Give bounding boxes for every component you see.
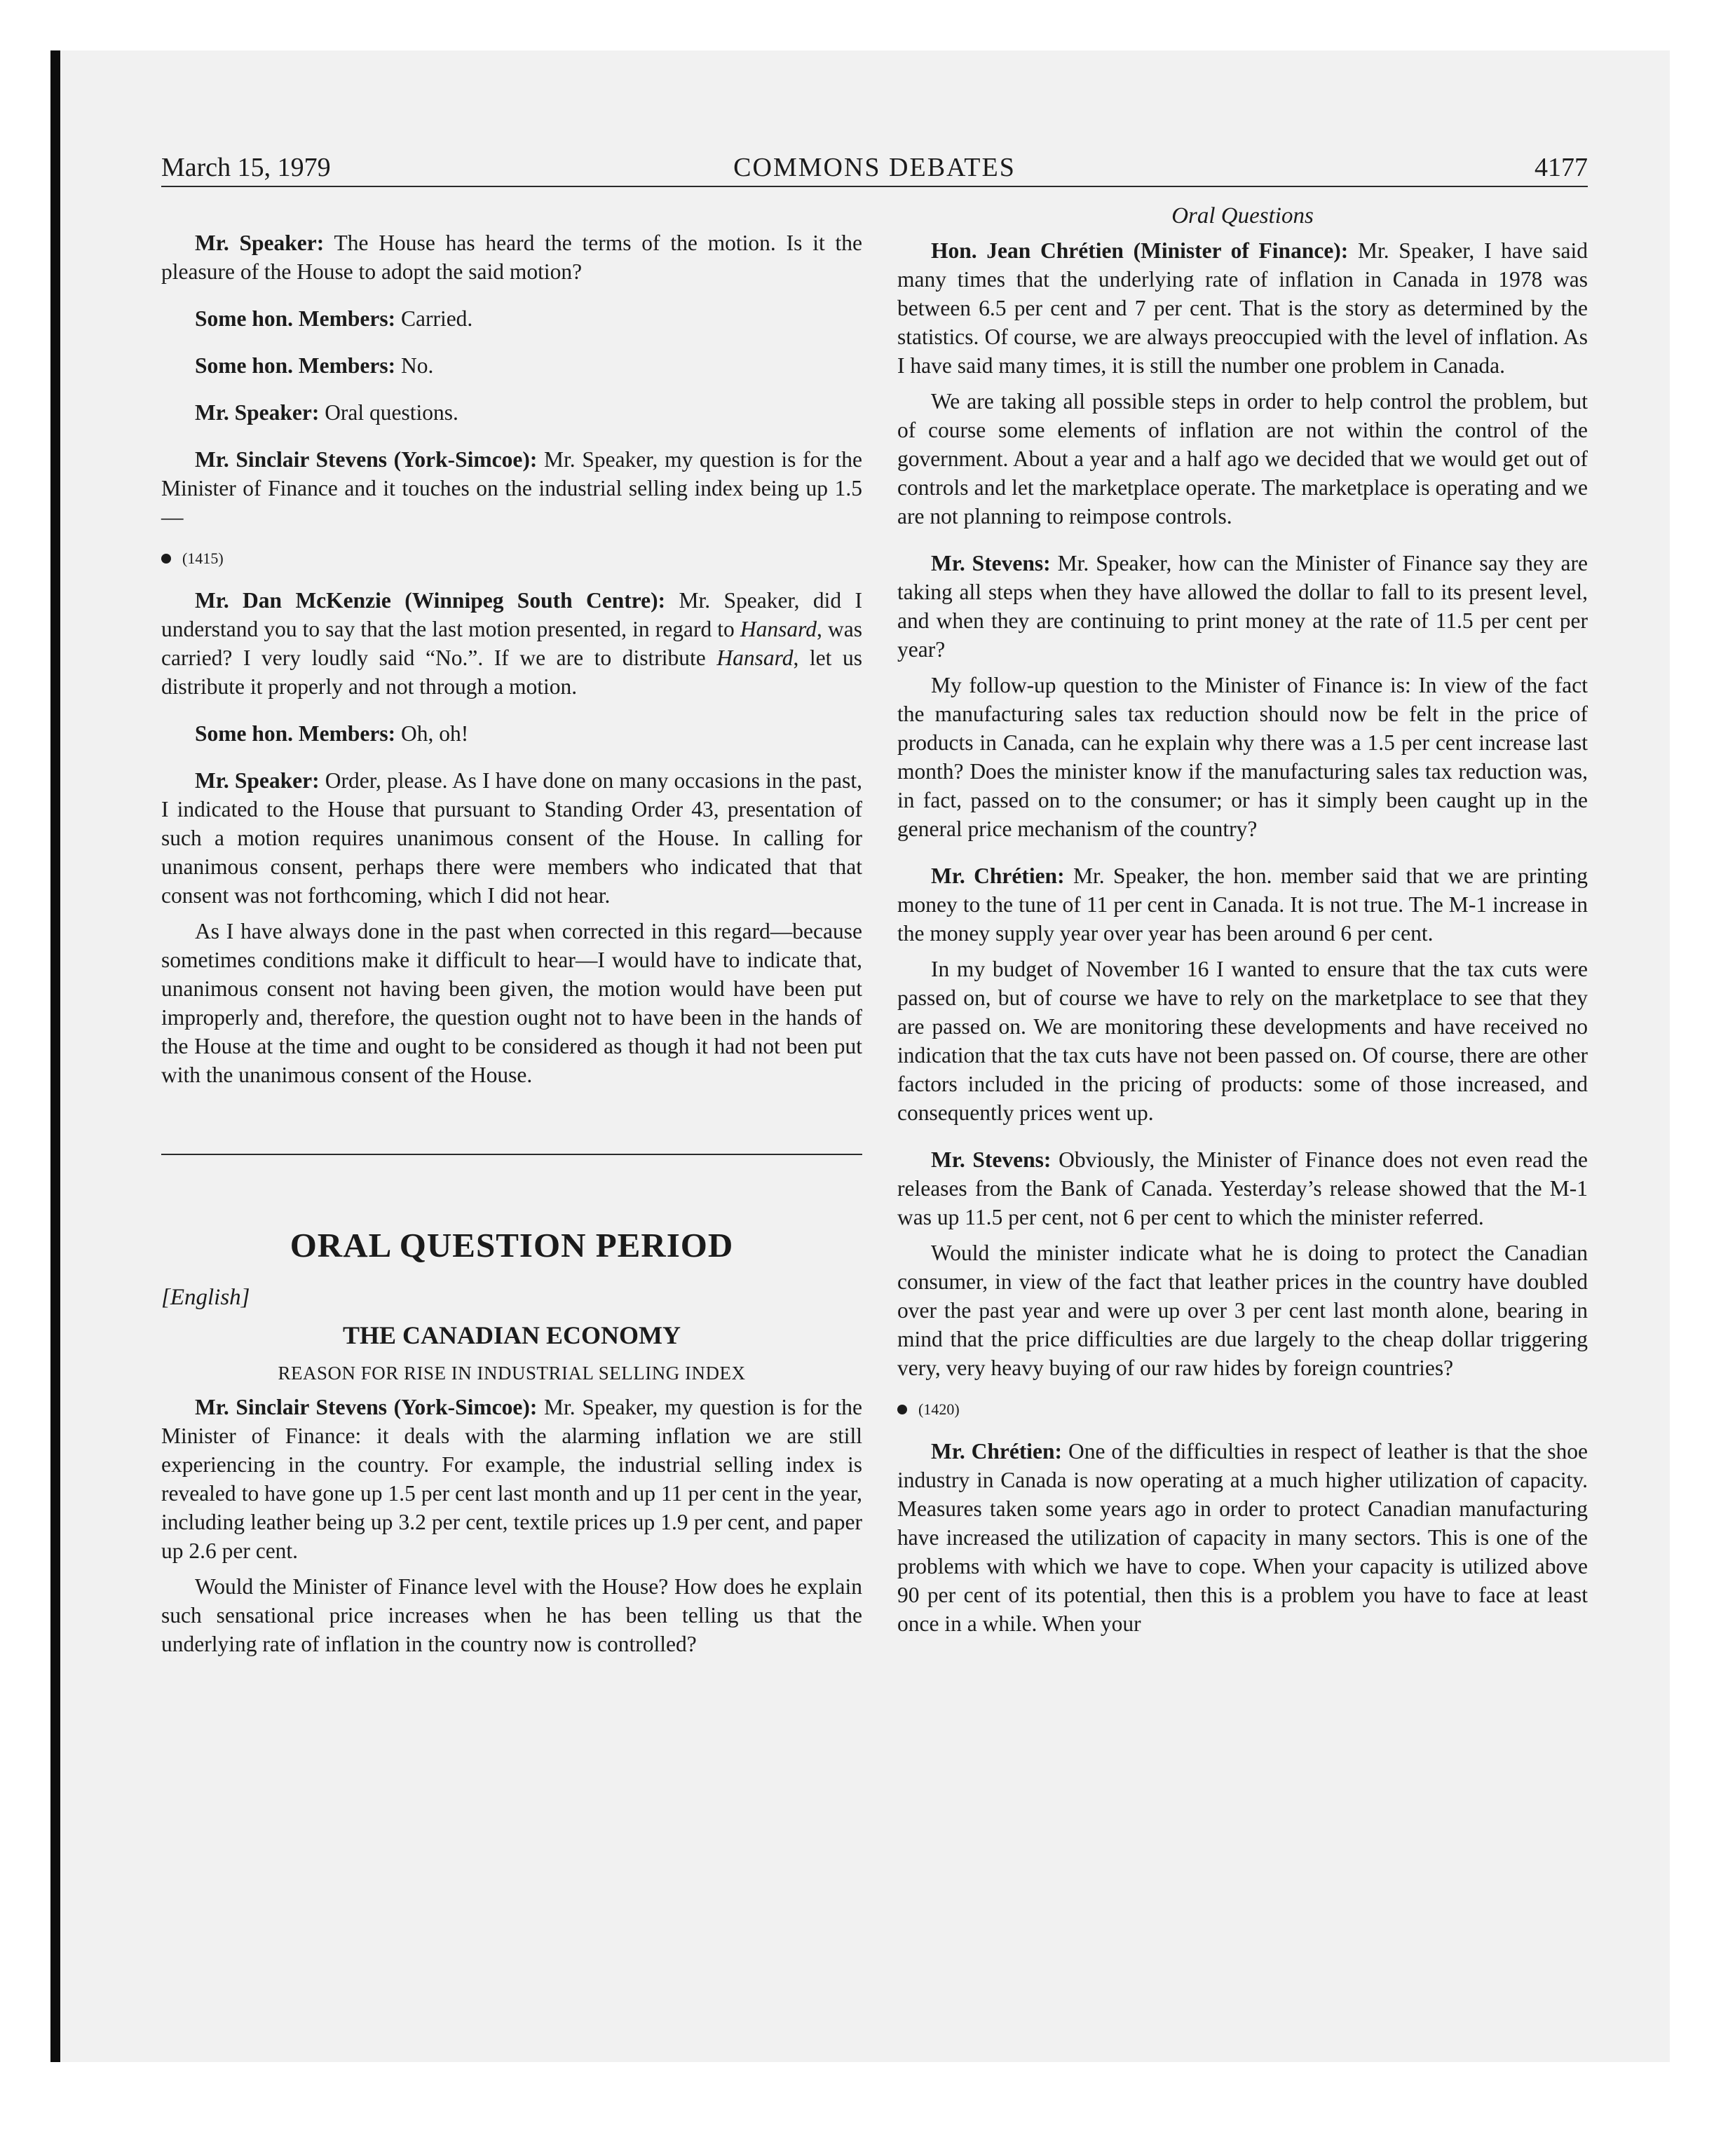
paragraph [161, 719, 862, 748]
column-heading: Oral Questions [1171, 203, 1314, 228]
speech-text: Mr. Speaker, my question is for the Minister of Finance: it deals with the alarming inflation we are still experiencing in the country. For example, the industrial selling index is revealed to have gone up 1.5 per cent last month and up 11 per cent in the year, including leather being up 3.2 per cent, textile prices up 1.9 per cent, and paper up 2.6 per cent. [161, 1395, 862, 1563]
paragraph [161, 228, 862, 286]
paragraph [161, 445, 862, 531]
speaker-name: Mr. Dan McKenzie (Winnipeg South Centre): [195, 588, 666, 613]
speech-text: Mr. Speaker, did I understand you to say that the last motion presented, in regard to [161, 588, 862, 641]
section-title: ORAL QUESTION PERIOD [290, 1226, 734, 1264]
speech-text: Oh, oh! [395, 721, 469, 746]
speaker-name: Mr. Speaker: [195, 400, 320, 425]
paragraph [897, 861, 1588, 948]
speaker-name: Mr. Speaker: [195, 231, 325, 255]
paragraph [161, 586, 862, 701]
subtopic-heading: REASON FOR RISE IN INDUSTRIAL SELLING INDEX [278, 1363, 746, 1384]
speaker-name: Some hon. Members: [195, 353, 396, 378]
right-column [897, 203, 1588, 1638]
paragraph [897, 1145, 1588, 1231]
speech-text: Obviously, the Minister of Finance does not even read the releases from the Bank of Canada. Yesterday’s release showed that the M-1 was up 11.5 per cent, not 6 per cent to which the minister referred. [897, 1147, 1588, 1229]
speaker-name: Mr. Sinclair Stevens (York-Simcoe): [195, 447, 538, 472]
left-column [161, 203, 862, 1658]
paragraph: In my budget of November 16 I wanted to ensure that the tax cuts were passed on, but of course we have to rely on the marketplace to see that they are passed on. We are monitoring these developments and have received no indication that the tax cuts have not been passed on. Of course, there are other factors included in the pricing of products: some of those increased, and consequently prices went up. [897, 957, 1588, 1125]
speaker-name: Mr. Stevens: [931, 551, 1051, 575]
speech-text: Mr. Speaker, my question is for the Minister of Finance and it touches on the industrial selling index being up 1.5— [161, 447, 862, 529]
paragraph: My follow-up question to the Minister of Finance is: In view of the fact the manufacturing sales tax reduction should now be felt in the price of products in Canada, can he explain why there was a 1.5 per cent increase last month? Does the minister know if the manufacturing sales tax reduction was, in fact, passed on to the consumer; or has it simply been caught up in the general price mechanism of the country? [897, 673, 1588, 841]
speech-text: No. [395, 353, 434, 378]
speaker-name: Mr. Chrétien: [931, 1439, 1063, 1464]
running-header [161, 147, 1588, 187]
time-marker-label: (1420) [918, 1400, 960, 1418]
paragraph [161, 1393, 862, 1565]
publication-name: Hansard [740, 617, 817, 641]
page-number: 4177 [1535, 153, 1588, 182]
speech-text: Mr. Speaker, how can the Minister of Finance say they are taking all steps when they have allowed the dollar to fall to its present level, and when they are continuing to print money at the rate of 11.5 per cent per year? [897, 551, 1588, 662]
speech-text: Mr. Speaker, I have said many times that the underlying rate of inflation in Canada in 1978 was between 6.5 per cent and 7 per cent. That is the story as determined by the statistics. Of course, we are always preoccupied with the level of inflation. As I have said many times, it is still the number one problem in Canada. [897, 238, 1588, 378]
paragraph [897, 549, 1588, 664]
paragraph: We are taking all possible steps in order to help control the problem, but of course some elements of inflation are not within the control of the government. About a year and a half ago we decided that we would get out of controls and let the marketplace operate. The marketplace is operating and we are not planning to reimpose controls. [897, 389, 1588, 528]
section-divider [161, 1154, 862, 1155]
speech-text: Carried. [395, 306, 473, 331]
speaker-name: Mr. Chrétien: [931, 864, 1065, 888]
paragraph: Would the Minister of Finance level with the House? How does he explain such sensational price increases when he has been telling us that the underlying rate of inflation in the country now is controlled? [161, 1574, 862, 1656]
speech-text: One of the difficulties in respect of leather is that the shoe industry in Canada is now operating at a much higher utilization of capacity. Measures taken some years ago in order to protect Canadian manufacturing have increased the utilization of capacity in many sectors. This is one of the problems with which we have to cope. When your capacity is utilized above 90 per cent of its potential, then this is a problem you have to face at least once in a while. When your [897, 1439, 1588, 1636]
speaker-name: Mr. Sinclair Stevens (York-Simcoe): [195, 1395, 538, 1419]
time-marker [161, 550, 862, 568]
speaker-name: Some hon. Members: [195, 306, 396, 331]
paragraph [161, 766, 862, 910]
speech-text: , let us distribute it properly and not through a motion. [161, 646, 862, 699]
speech-text: Order, please. As I have done on many occasions in the past, I indicated to the House that pursuant to Standing Order 43, presentation of such a motion requires unanimous consent of the House. In calling for unanimous consent, perhaps there were members who indicated that that consent was not forthcoming, which I did not hear. [161, 768, 863, 908]
bullet-icon [161, 554, 171, 564]
speech-text: The House has heard the terms of the motion. Is it the pleasure of the House to adopt the said motion? [161, 231, 863, 284]
time-marker-label: (1415) [182, 550, 224, 567]
publication-title: COMMONS DEBATES [733, 153, 1016, 182]
time-marker [897, 1400, 1588, 1419]
scan-edge [50, 50, 60, 2062]
speaker-name: Hon. Jean Chrétien (Minister of Finance): [931, 238, 1349, 263]
speech-text: , was carried? I very loudly said “No.”. If we are to distribute [161, 617, 862, 670]
bullet-icon [897, 1405, 907, 1414]
paragraph [161, 398, 862, 427]
paragraph: Would the minister indicate what he is doing to protect the Canadian consumer, in view of the fact that leather prices in the country have doubled over the past year and were up over 3 per cent last month alone, bearing in mind that the price difficulties are due largely to the cheap dollar triggering very, very heavy buying of our raw hides by foreign countries? [897, 1241, 1588, 1380]
paragraph [161, 351, 862, 380]
speaker-name: Mr. Speaker: [195, 768, 320, 793]
speaker-name: Some hon. Members: [195, 721, 396, 746]
speaker-name: Mr. Stevens: [931, 1147, 1052, 1172]
speech-text: Oral questions. [319, 400, 458, 425]
language-tag: [English] [161, 1285, 250, 1310]
paragraph [897, 236, 1588, 380]
header-date: March 15, 1979 [161, 153, 331, 182]
paragraph [897, 1437, 1588, 1638]
publication-name: Hansard [716, 646, 794, 670]
paragraph [161, 304, 862, 333]
subject-heading: THE CANADIAN ECONOMY [342, 1321, 681, 1349]
speech-text: Mr. Speaker, the hon. member said that we are printing money to the tune of 11 per cent in Canada. It is not true. The M-1 increase in the money supply year over year has been around 6 per cent. [897, 864, 1588, 946]
paragraph: As I have always done in the past when corrected in this regard—because sometimes conditions make it difficult to hear—I would have to indicate that, unanimous consent not having been given, the motion would have been put improperly and, therefore, the question ought not to have been in the hands of the House at the time and ought to be considered as though it had not been put with the unanimous consent of the House. [161, 919, 862, 1087]
